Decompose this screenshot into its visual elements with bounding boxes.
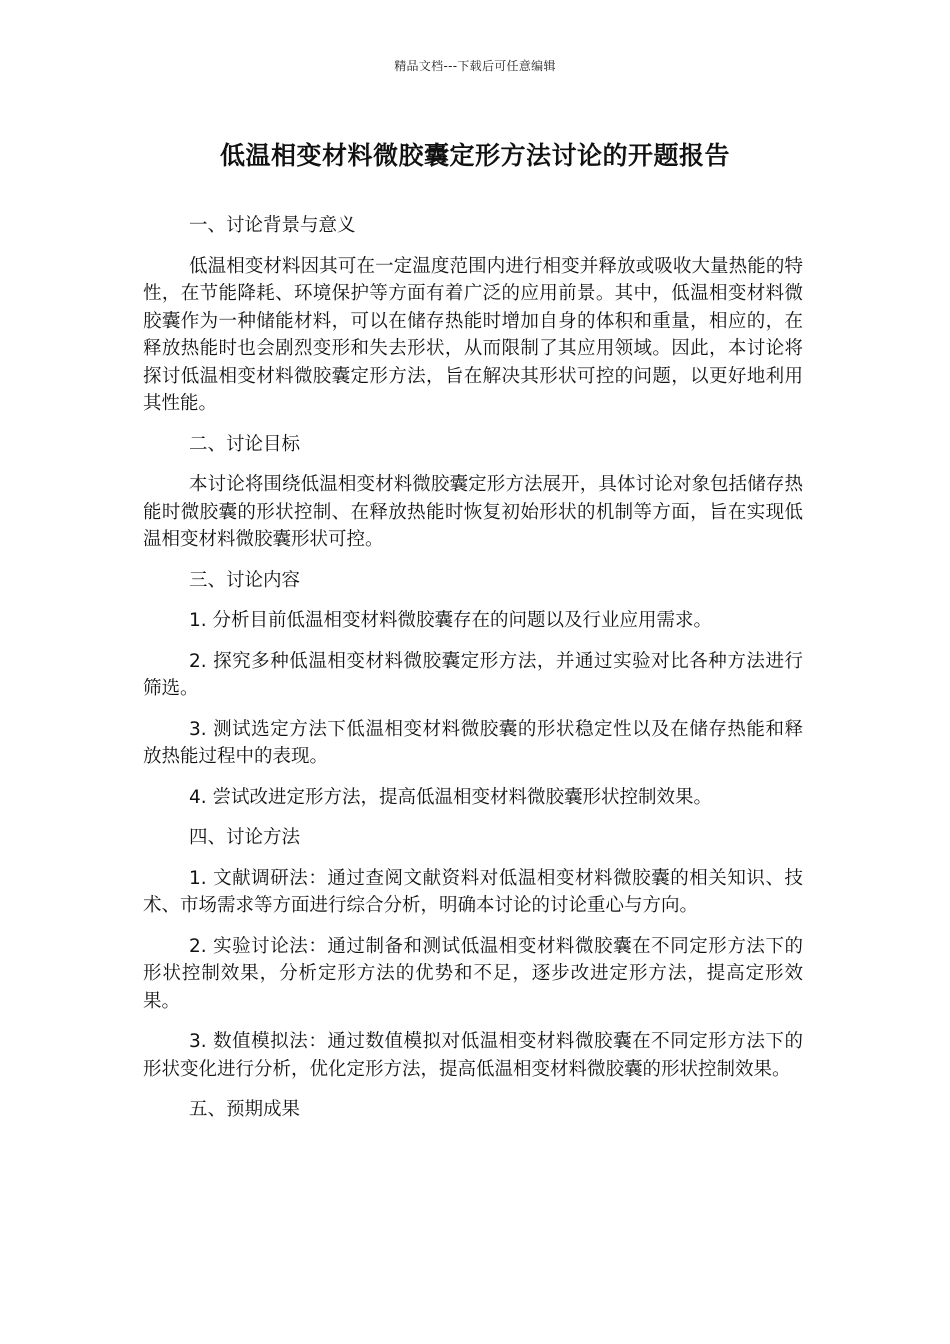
- section-heading: 三、讨论内容: [189, 569, 301, 591]
- list-item: 2. 实验讨论法：通过制备和测试低温相变材料微胶囊在不同定形方法下的形状控制效果，分析定形方法的优势和不足，逐步改进定形方法，提高定形效果。: [143, 935, 803, 1012]
- section-goals: [143, 431, 803, 554]
- paragraph: 低温相变材料因其可在一定温度范围内进行相变并释放或吸收大量热能的特性，在节能降耗、环境保护等方面有着广泛的应用前景。其中，低温相变材料微胶囊作为一种储能材料，可以在储存热能时增加自身的体积和重量，相应的，在释放热能时也会剧烈变形和失去形状，从而限制了其应用领域。因此，本讨论将探讨低温相变材料微胶囊定形方法，旨在解决其形状可控的问题，以更好地利用其性能。: [143, 255, 803, 414]
- section-heading: 一、讨论背景与意义: [189, 215, 356, 236]
- paragraph: 本讨论将围绕低温相变材料微胶囊定形方法展开，具体讨论对象包括储存热能时微胶囊的形状控制、在释放热能时恢复初始形状的机制等方面，旨在实现低温相变材料微胶囊形状可控。: [143, 474, 803, 550]
- document-body: [143, 212, 803, 1137]
- list-item: 4. 尝试改进定形方法，提高低温相变材料微胶囊形状控制效果。: [189, 786, 713, 808]
- section-heading: 四、讨论方法: [189, 827, 301, 848]
- list-item: 2. 探究多种低温相变材料微胶囊定形方法，并通过实验对比各种方法进行筛选。: [143, 650, 803, 699]
- section-background: [143, 212, 803, 418]
- list-item: 3. 测试选定方法下低温相变材料微胶囊的形状稳定性以及在储存热能和释放热能过程中的表现。: [143, 718, 803, 767]
- section-heading: 五、预期成果: [189, 1099, 301, 1120]
- list-item: 1. 分析目前低温相变材料微胶囊存在的问题以及行业应用需求。: [189, 610, 713, 631]
- section-methods: [143, 824, 803, 1083]
- page-header: 精品文档---下载后可任意编辑: [394, 59, 556, 73]
- document-title: 低温相变材料微胶囊定形方法讨论的开题报告: [219, 141, 730, 170]
- section-heading: 二、讨论目标: [189, 433, 301, 455]
- section-expected-results: [143, 1096, 803, 1124]
- list-item: 1. 文献调研法：通过查阅文献资料对低温相变材料微胶囊的相关知识、技术、市场需求等方面进行综合分析，明确本讨论的讨论重心与方向。: [143, 867, 803, 916]
- section-content: [143, 567, 803, 812]
- list-item: 3. 数值模拟法：通过数值模拟对低温相变材料微胶囊在不同定形方法下的形状变化进行分析，优化定形方法，提高低温相变材料微胶囊的形状控制效果。: [143, 1031, 803, 1080]
